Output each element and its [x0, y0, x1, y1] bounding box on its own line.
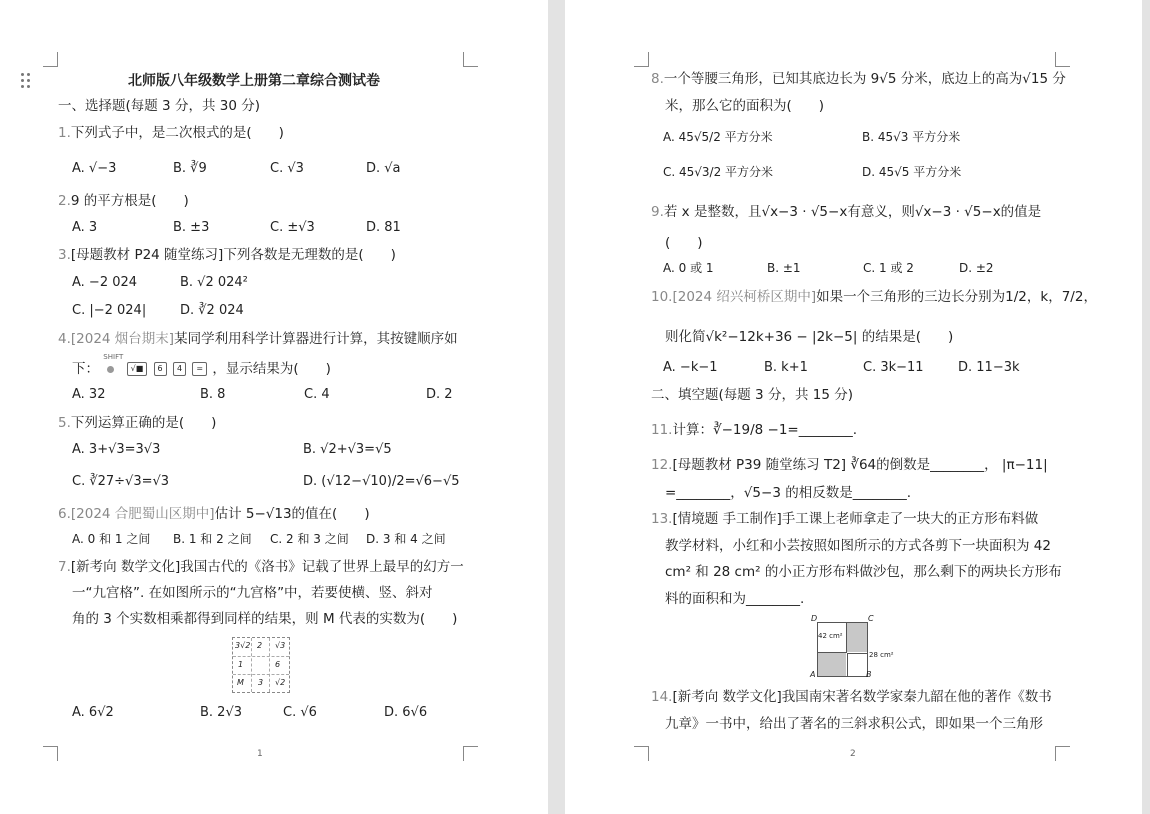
option-b: B. 8	[200, 387, 226, 402]
square-figure	[817, 622, 868, 677]
document-page-1	[0, 0, 548, 814]
q-text: [母题教材 P39 随堂练习 T2] ∛64的倒数是________， |π−11|	[672, 457, 1048, 473]
q-text: 一个等腰三角形，已知其底边长为 9√5 分米，底边上的高为√15 分	[663, 71, 1066, 87]
option-c: C. ±√3	[270, 220, 315, 235]
calc-key-sqrt: √■	[127, 362, 148, 376]
q-text: ，显示结果为( )	[212, 361, 331, 377]
q-text: [情境题 手工制作]手工课上老师拿走了一块大的正方形布料做	[672, 511, 1039, 527]
option-d: D. 2	[426, 387, 453, 402]
q-text: 下列式子中，是二次根式的是( )	[70, 125, 284, 141]
option-d: D. ∛2 024	[180, 303, 244, 318]
grid-cell: √2	[275, 678, 286, 687]
option-c: C. |−2 024|	[72, 303, 147, 318]
grid-cell: 1	[238, 660, 244, 669]
grid-cell: 3√2	[235, 641, 251, 650]
option-a: A. 3	[72, 220, 98, 235]
q-text: 若 x 是整数，且√x−3 · √5−x有意义，则√x−3 · √5−x的值是	[663, 204, 1042, 220]
question-13-line4: 料的面积和为________.	[665, 591, 805, 607]
option-c: C. 45√3/2 平方分米	[663, 165, 774, 179]
question-4	[58, 330, 458, 348]
corner-mark	[1055, 52, 1070, 67]
question-13	[651, 510, 1038, 528]
question-10-line2: 则化简√k²−12k+36 − |2k−5| 的结果是( )	[665, 329, 954, 345]
label-42: 42 cm²	[818, 632, 843, 640]
calc-key-6: 6	[154, 362, 167, 376]
option-d: D. ±2	[959, 261, 994, 275]
calc-key-4: 4	[173, 362, 186, 376]
option-c: C. √6	[283, 705, 317, 720]
vertex-b: B	[866, 670, 872, 679]
q-number: 7.	[58, 559, 71, 575]
option-c: C. 3k−11	[863, 360, 924, 375]
grid-cell: M	[237, 678, 244, 687]
option-b: B. √2 024²	[180, 275, 248, 290]
option-d: D. 81	[366, 220, 401, 235]
option-c: C. 1 或 2	[863, 261, 914, 275]
q-text: 下列运算正确的是( )	[70, 415, 217, 431]
q-number: 6.	[58, 506, 71, 522]
rect-remaining-1	[847, 623, 867, 652]
q-number: 11.	[651, 422, 673, 438]
q-number: 1.	[58, 125, 71, 141]
q-text: 如果一个三角形的三边长分别为1/2，k，7/2，	[816, 289, 1097, 305]
question-7-line2: 一“九宫格”. 在如图所示的“九宫格”中，若要使横、竖、斜对	[72, 585, 433, 601]
option-b: B. k+1	[764, 360, 808, 375]
corner-mark	[1055, 746, 1070, 761]
question-12	[651, 456, 1048, 474]
q-text: 计算：∛−19/8 −1=________.	[672, 422, 858, 438]
corner-mark	[634, 52, 649, 67]
option-b: B. 2√3	[200, 705, 243, 720]
q-number: 2.	[58, 193, 71, 209]
question-14-line2: 九章》一书中，给出了著名的三斜求积公式，即如果一个三角形	[665, 716, 1043, 732]
question-12-line2: =________，√5−3 的相反数是________.	[665, 485, 911, 501]
option-a: A. 45√5/2 平方分米	[663, 130, 773, 144]
grid-cell: 2	[257, 641, 263, 650]
option-d: D. 3 和 4 之间	[366, 532, 446, 546]
option-a: A. −2 024	[72, 275, 138, 290]
q-text: [新考向 数学文化]我国古代的《洛书》记载了世界上最早的幻方一	[70, 559, 464, 575]
vertex-d: D	[811, 614, 818, 623]
corner-mark	[634, 746, 649, 761]
q-number: 9.	[651, 204, 664, 220]
corner-mark	[43, 52, 58, 67]
option-a: A. 3+√3=3√3	[72, 442, 161, 457]
q-text: 9 的平方根是( )	[70, 193, 189, 209]
q-source: [2024 合肥蜀山区期中]	[70, 506, 215, 522]
question-9	[651, 203, 1041, 221]
option-a: A. √−3	[72, 161, 117, 176]
q-number: 14.	[651, 689, 673, 705]
option-c: C. 4	[304, 387, 330, 402]
question-10	[651, 288, 1097, 306]
key-dot-icon	[107, 366, 114, 373]
section-heading: 一、选择题(每题 3 分，共 30 分)	[58, 98, 260, 114]
corner-mark	[43, 746, 58, 761]
grid-cell: 3	[258, 678, 264, 687]
page-gap	[548, 0, 565, 814]
option-a: A. 6√2	[72, 705, 114, 720]
corner-mark	[463, 746, 478, 761]
option-d: D. 45√5 平方分米	[862, 165, 962, 179]
vertex-a: A	[810, 670, 816, 679]
q-source: [2024 烟台期末]	[70, 331, 175, 347]
grid-cell: √3	[275, 641, 286, 650]
option-d: D. 11−3k	[958, 360, 1020, 375]
q-number: 8.	[651, 71, 664, 87]
vertex-c: C	[868, 614, 874, 623]
section-heading: 二、填空题(每题 3 分，共 15 分)	[651, 387, 853, 403]
option-b: B. 1 和 2 之间	[173, 532, 252, 546]
option-c: C. 2 和 3 之间	[270, 532, 349, 546]
question-8-line2: 米，那么它的面积为( )	[665, 98, 825, 114]
q-number: 5.	[58, 415, 71, 431]
option-a: A. −k−1	[663, 360, 718, 375]
q-number: 13.	[651, 511, 673, 527]
option-d: D. 6√6	[384, 705, 428, 720]
question-4-line2	[72, 353, 331, 378]
q-text: 某同学利用科学计算器进行计算，其按键顺序如	[174, 331, 458, 347]
option-b: B. ±3	[173, 220, 210, 235]
option-b: B. ±1	[767, 261, 801, 275]
page-number: 1	[257, 749, 263, 759]
question-9-line2: ( )	[665, 235, 703, 251]
option-a: A. 0 和 1 之间	[72, 532, 151, 546]
option-d: D. √a	[366, 161, 401, 176]
option-a: A. 0 或 1	[663, 261, 714, 275]
q-number: 12.	[651, 457, 673, 473]
q-number: 10.	[651, 289, 673, 305]
option-a: A. 32	[72, 387, 106, 402]
page-number: 2	[850, 749, 856, 759]
option-c: C. ∛27÷√3=√3	[72, 474, 170, 489]
corner-mark	[463, 52, 478, 67]
question-1	[58, 124, 284, 142]
question-3	[58, 246, 396, 264]
q-source: [2024 绍兴柯桥区期中]	[672, 289, 817, 305]
grid-cell: 6	[275, 660, 281, 669]
rect-remaining-2	[818, 653, 846, 676]
question-7-line3: 角的 3 个实数相乘都得到同样的结果，则 M 代表的实数为( )	[72, 611, 458, 627]
shift-label: SHIFT	[103, 353, 124, 361]
question-13-line3: cm² 和 28 cm² 的小正方形布料做沙包，那么剩下的两块长方形布	[665, 564, 1062, 580]
option-b: B. 45√3 平方分米	[862, 130, 961, 144]
square-28	[847, 653, 868, 677]
calc-key-equals: =	[192, 362, 207, 376]
q-text: 估计 5−√13的值在( )	[214, 506, 370, 522]
right-gutter	[1142, 0, 1150, 814]
q-text: [母题教材 P24 随堂练习]下列各数是无理数的是( )	[70, 247, 396, 263]
question-11	[651, 421, 857, 439]
shift-key	[103, 353, 124, 378]
doc-title: 北师版八年级数学上册第二章综合测试卷	[128, 73, 380, 89]
question-13-line2: 教学材料，小红和小芸按照如图所示的方式各剪下一块面积为 42	[665, 538, 1051, 554]
q-number: 3.	[58, 247, 71, 263]
question-14	[651, 688, 1052, 706]
q-text: 下：	[72, 361, 99, 377]
question-2	[58, 192, 189, 210]
question-7	[58, 558, 464, 576]
q-text: [新考向 数学文化]我国南宋著名数学家秦九韶在他的著作《数书	[672, 689, 1052, 705]
question-5	[58, 414, 216, 432]
question-6	[58, 505, 370, 523]
q-number: 4.	[58, 331, 71, 347]
option-d: D. (√12−√10)/2=√6−√5	[303, 474, 460, 489]
option-c: C. √3	[270, 161, 304, 176]
drag-handle-icon[interactable]	[21, 73, 33, 91]
option-b: B. ∛9	[173, 161, 207, 176]
question-8	[651, 70, 1066, 88]
option-b: B. √2+√3=√5	[303, 442, 392, 457]
label-28: 28 cm²	[869, 651, 894, 659]
nine-grid-figure	[232, 637, 290, 693]
